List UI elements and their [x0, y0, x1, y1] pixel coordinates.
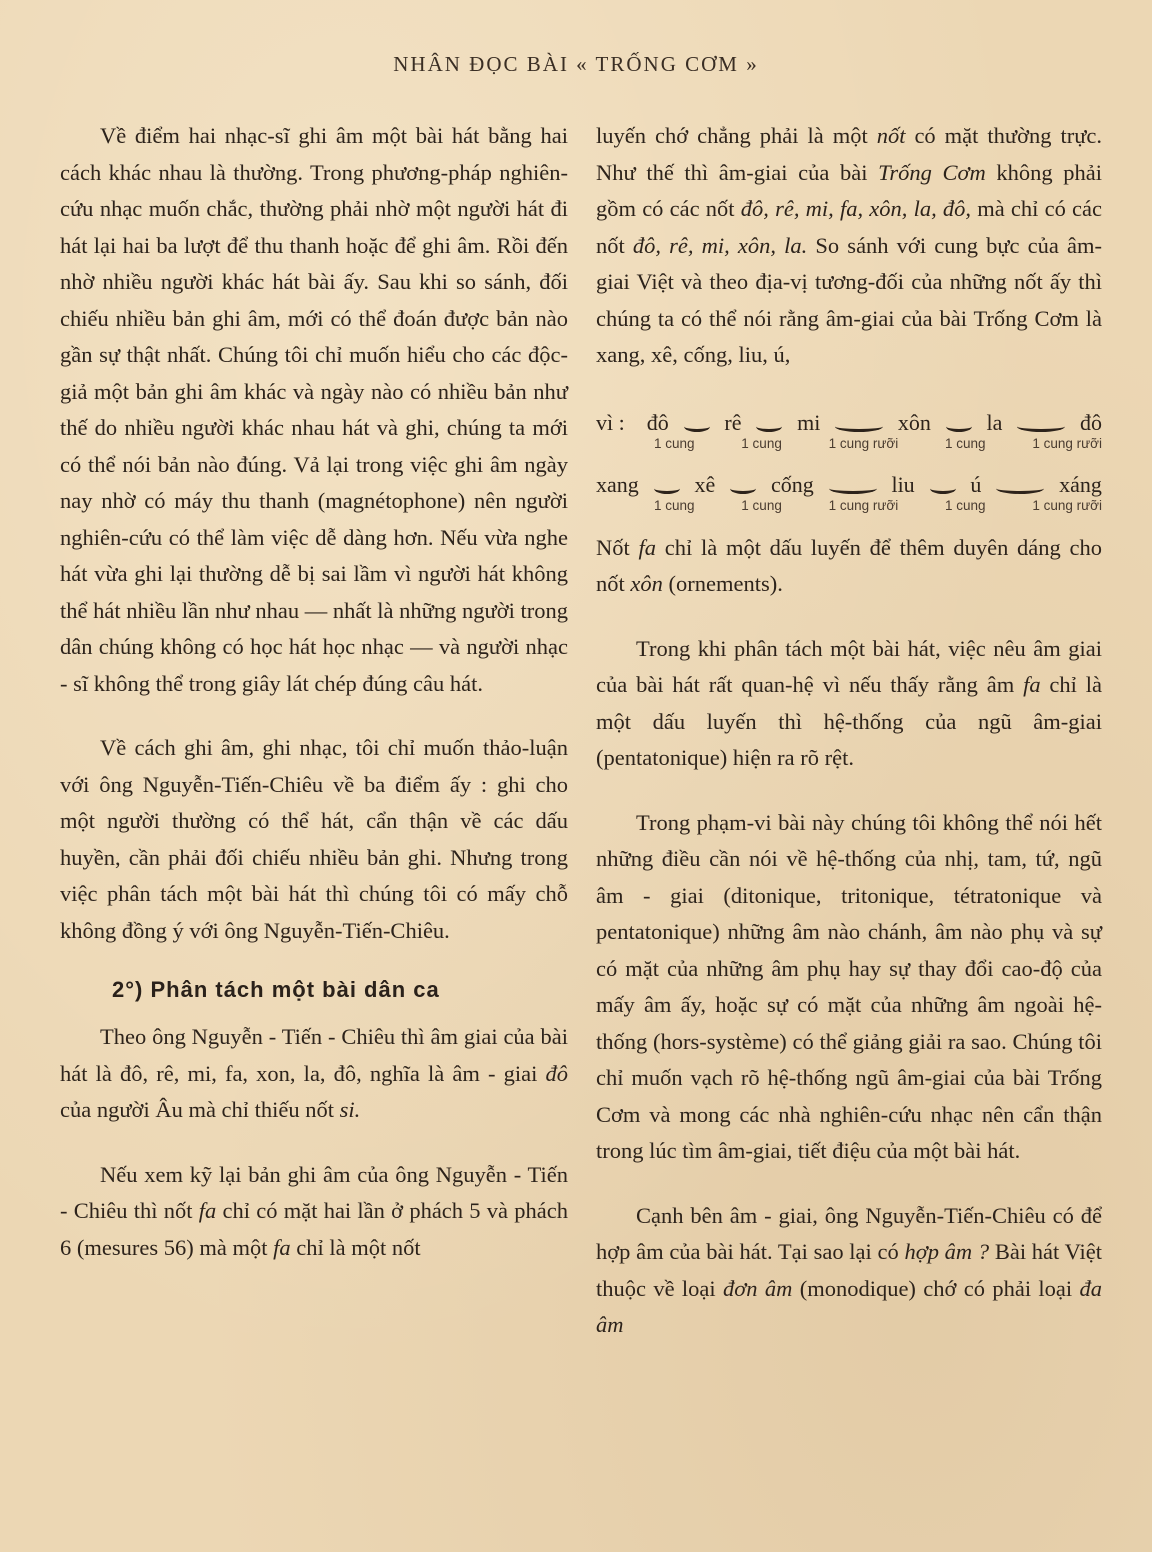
interval-label: 1 cung rưỡi — [1032, 497, 1102, 513]
section-heading: 2°) Phân tách một bài dân ca — [112, 977, 440, 1002]
paragraph: Trong khi phân tách một bài hát, việc nêu âm giai của bài hát rất quan-hệ vì nếu thấy rằng âm fa chỉ là một dấu luyến thì hệ-thống của ngũ âm-giai (pentatonique) hiện ra rõ rệt. — [596, 635, 1102, 770]
scale-note: đô — [646, 409, 669, 435]
scale-note: xang — [596, 471, 639, 497]
slur-mark — [996, 483, 1044, 494]
paragraph: Về cách ghi âm, ghi nhạc, tôi chỉ muốn thảo-luận với ông Nguyễn-Tiến-Chiêu về ba điểm ấy : ghi cho một người thường có thể hát, cẩn thận về các dấu huyền, cần phải đối chiếu nhiều bản ghi. Nhưng trong việc phân tách một bài hát thì chúng tôi có mấy chỗ không đồng ý với ông Nguyễn-Tiến-Chiêu. — [60, 735, 568, 943]
scale-notes-row — [596, 402, 1102, 436]
interval-label: 1 cung rưỡi — [828, 435, 899, 451]
slur-mark — [684, 421, 710, 432]
scale-note: đô — [1079, 409, 1102, 435]
scale-note: mi — [797, 409, 821, 435]
slur-mark — [946, 421, 972, 432]
scale-note: rê — [724, 409, 742, 435]
slur-mark — [930, 483, 956, 494]
paragraph: Nếu xem kỹ lại bản ghi âm của ông Nguyễn - Tiến - Chiêu thì nốt fa chỉ có mặt hai lần ở phách 5 và phách 6 (mesures 56) mà một fa chỉ là một nốt — [60, 1161, 568, 1260]
interval-label: 1 cung rưỡi — [1032, 435, 1102, 451]
paragraph: luyến chớ chẳng phải là một nốt có mặt thường trực. Như thế thì âm-giai của bài Trống Cơm không phải gồm có các nốt đô, rê, mi, fa, xôn, la, đô, mà chỉ có các nốt đô, rê, mi, xôn, la. So sánh với cung bực của âm-giai Việt và theo địa-vị tương-đối của những nốt ấy thì chúng ta có thể nói rằng âm-giai của bài Trống Cơm là xang, xê, cống, liu, ú, — [596, 123, 1103, 367]
scale-note: xê — [694, 471, 716, 497]
paragraph: Về điểm hai nhạc-sĩ ghi âm một bài hát bằng hai cách khác nhau là thường. Trong phương-pháp nghiên-cứu nhạc muốn chắc, thường phải nhờ một người hát đi hát lại hai ba lượt để thu thanh hoặc để ghi âm. Rồi đến nhờ nhiều người khác hát bài ấy. Sau khi so sánh, đối chiếu nhiều bản ghi âm, mới có thể đoán được bản nào gần sự thật nhất. Chúng tôi chỉ muốn hiểu cho các độc-giả một bản ghi âm khác và ngày nào có nhiều bản như thế do nhiều người khác nhau hát và ghi, chúng ta mới có thể nói bản nào đúng. Vả lại trong việc ghi âm ngày nay nhờ có máy thu thanh (magnétophone) nên người nghiên-cứu có thể làm việc dễ dàng hơn. Nếu vừa nghe hát vừa ghi lại thường dễ bị sai lầm vì người hát không thể hát nhiều lần như nhau — nhất là những người trong dân chúng không có học hát học nhạc — và người nhạc - sĩ không thể trong giây lát chép đúng câu hát. — [60, 123, 568, 696]
slur-mark — [1017, 421, 1065, 432]
interval-label: 1 cung — [741, 435, 782, 451]
scale-lead: vì : — [596, 409, 625, 435]
scale-diagram — [596, 402, 1102, 520]
interval-label: 1 cung — [654, 497, 695, 513]
paragraph: Theo ông Nguyễn - Tiến - Chiêu thì âm giai của bài hát là đô, rê, mi, fa, xon, la, đô, nghĩa là âm - giai đô của người Âu mà chỉ thiếu nốt si. — [60, 1024, 568, 1122]
interval-label: 1 cung rưỡi — [828, 497, 899, 513]
paragraph: Cạnh bên âm - giai, ông Nguyễn-Tiến-Chiêu có để hợp âm của bài hát. Tại sao lại có hợp âm ? Bài hát Việt thuộc về loại đơn âm (monodique) chớ có phải loại đa âm — [596, 1202, 1102, 1337]
scale-note: cống — [770, 471, 814, 497]
scale-viet-row — [596, 464, 1102, 498]
running-head: NHÂN ĐỌC BÀI « TRỐNG CƠM » — [393, 52, 759, 76]
slur-mark — [829, 483, 877, 494]
right-column — [596, 118, 1102, 1372]
interval-row — [596, 498, 1102, 520]
slur-mark — [654, 483, 680, 494]
interval-label: 1 cung — [654, 435, 695, 451]
scale-note: xáng — [1059, 471, 1102, 497]
scale-note: xôn — [897, 409, 931, 435]
paragraph: Nốt fa chỉ là một dấu luyến để thêm duyên dáng cho nốt xôn (ornements). — [596, 534, 1103, 596]
slur-mark — [730, 483, 756, 494]
interval-label: 1 cung — [945, 497, 986, 513]
left-column — [60, 118, 568, 1294]
slur-mark — [756, 421, 782, 432]
scale-note: liu — [891, 471, 915, 497]
paragraph: Trong phạm-vi bài này chúng tôi không thể nói hết những điều cần nói về hệ-thống của nhị, tam, tứ, ngũ âm - giai (ditonique, tritonique, tétratonique và pentatonique) những âm nào chánh, âm nào phụ và sự có mặt của những âm phụ hay sự thay đổi cao-độ của mấy âm ấy, hoặc sự có mặt của những âm ngoài hệ-thống (hors-système) có thể giảng giải ra sao. Chúng tôi chỉ muốn vạch rõ hệ-thống ngũ âm-giai của bài Trống Cơm và mong các nhà nghiên-cứu nhạc nên cẩn thận trong lúc tìm âm-giai, tiết điệu của một bài hát. — [596, 809, 1102, 1163]
scale-note: la — [986, 409, 1003, 435]
slur-mark — [835, 421, 883, 432]
interval-label: 1 cung — [945, 435, 986, 451]
interval-label: 1 cung — [741, 497, 782, 513]
scale-note: ú — [970, 471, 982, 497]
interval-row — [596, 436, 1102, 458]
